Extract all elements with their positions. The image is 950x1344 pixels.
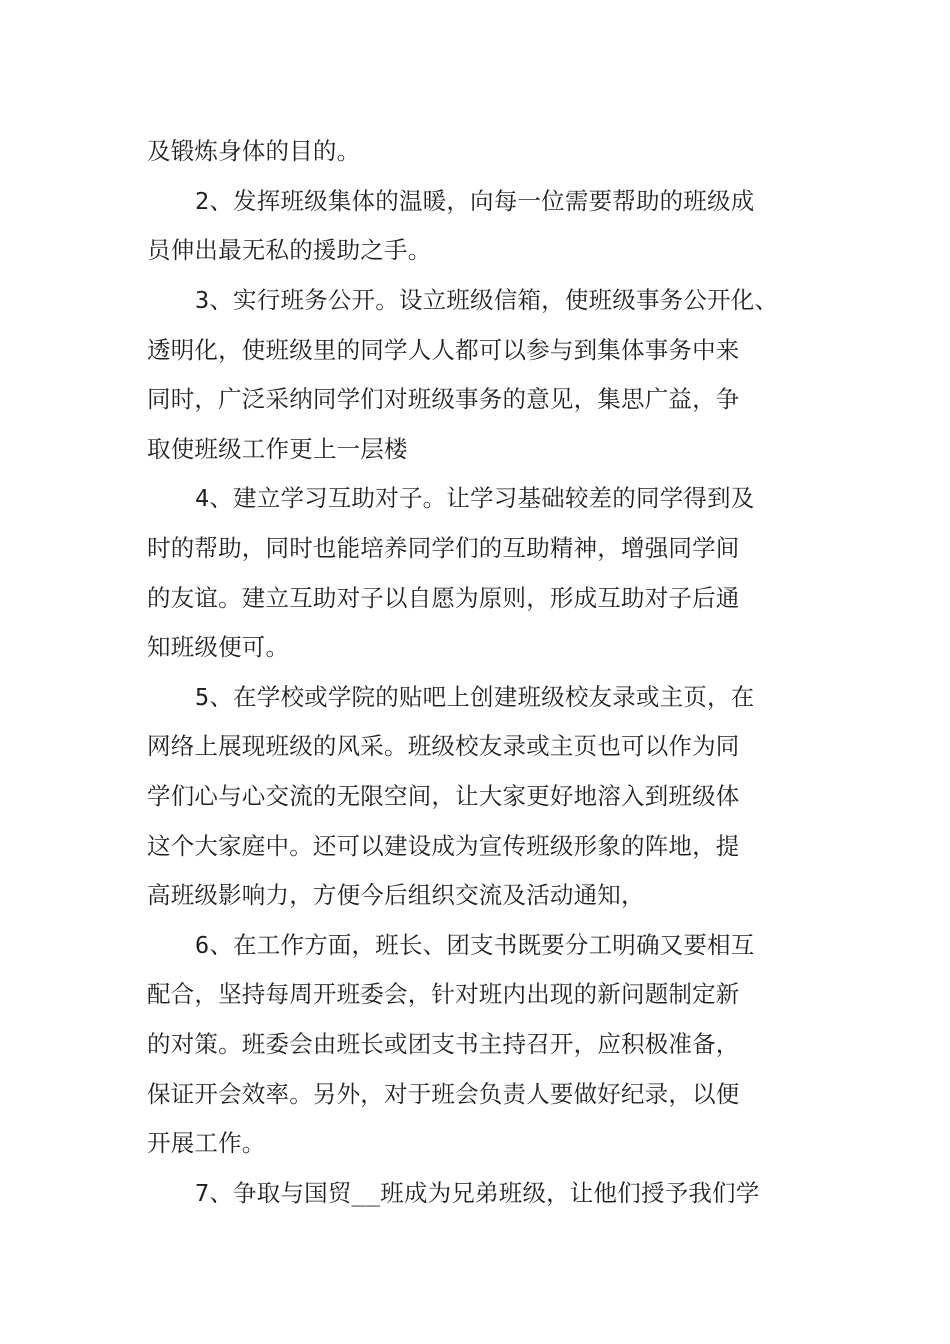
text-line: 透明化，使班级里的同学人人都可以参与到集体事务中来 [147, 336, 740, 364]
text-line: 的对策。班委会由班长或团支书主持召开，应积极准备， [147, 1030, 740, 1058]
paragraph-start-line: 4、建立学习互助对子。让学习基础较差的同学得到及 [195, 484, 755, 512]
text-line: 配合，坚持每周开班委会，针对班内出现的新问题制定新 [147, 980, 740, 1008]
text-line: 这个大家庭中。还可以建设成为宣传班级形象的阵地，提 [147, 832, 740, 860]
text-line: 开展工作。 [147, 1129, 266, 1157]
paragraph-start-line: 5、在学校或学院的贴吧上创建班级校友录或主页，在 [195, 683, 755, 711]
text-line: 学们心与心交流的无限空间，让大家更好地溶入到班级体 [147, 782, 740, 810]
text-line: 知班级便可。 [147, 633, 290, 661]
paragraph-start-line: 6、在工作方面，班长、团支书既要分工明确又要相互 [195, 931, 755, 959]
text-line: 高班级影响力，方便今后组织交流及活动通知， [147, 881, 645, 909]
paragraph-start-line: 3、实行班务公开。设立班级信箱，使班级事务公开化、 [195, 286, 779, 314]
text-line: 及锻炼身体的目的。 [147, 137, 361, 165]
text-line: 的友谊。建立互助对子以自愿为原则，形成互助对子后通 [147, 584, 740, 612]
text-line: 员伸出最无私的援助之手。 [147, 236, 432, 264]
text-line: 取使班级工作更上一层楼 [147, 435, 408, 463]
text-line: 时的帮助，同时也能培养同学们的互助精神，增强同学间 [147, 534, 740, 562]
text-line: 网络上展现班级的风采。班级校友录或主页也可以作为同 [147, 732, 740, 760]
paragraph-start-line: 7、争取与国贸__班成为兄弟班级，让他们授予我们学 [195, 1179, 760, 1207]
text-line: 保证开会效率。另外，对于班会负责人要做好纪录，以便 [147, 1080, 740, 1108]
text-line: 同时，广泛采纳同学们对班级事务的意见，集思广益，争 [147, 385, 740, 413]
paragraph-start-line: 2、发挥班级集体的温暖，向每一位需要帮助的班级成 [195, 187, 755, 215]
